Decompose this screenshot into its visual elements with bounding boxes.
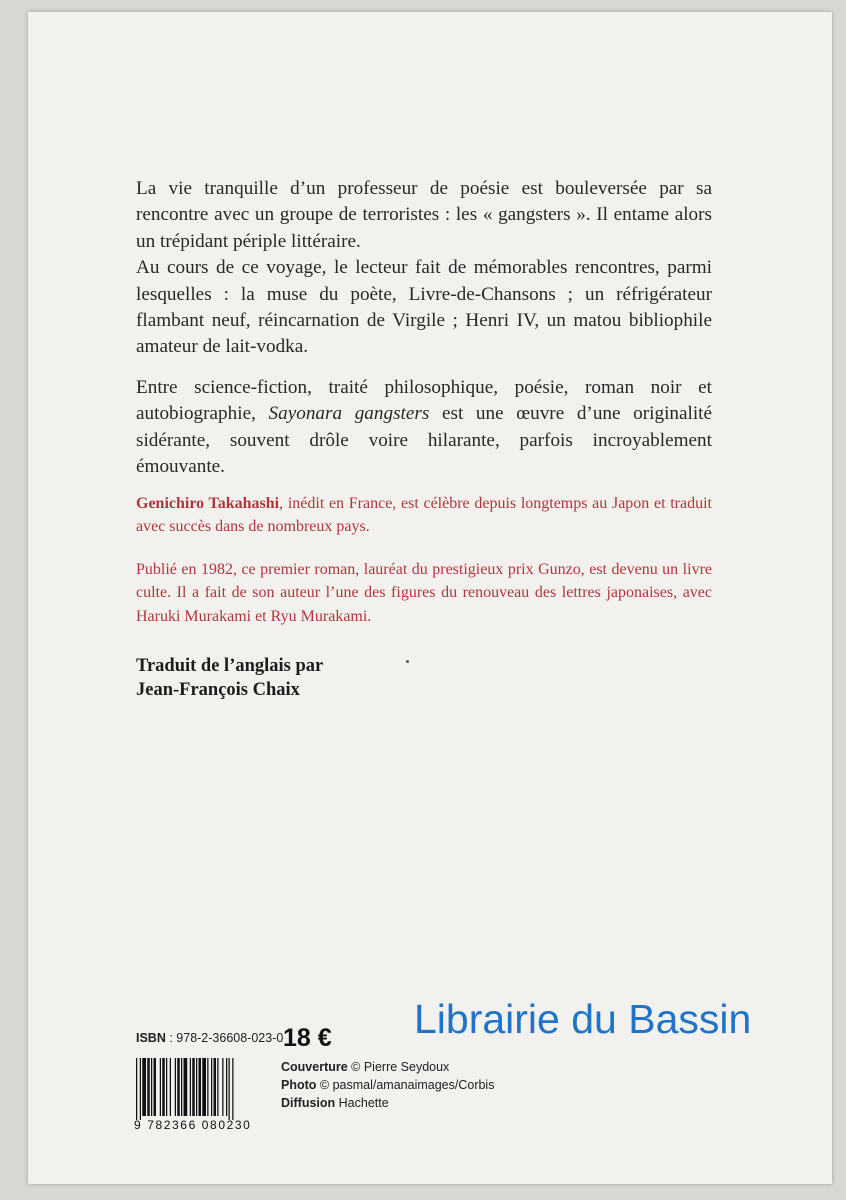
- credit-label: Couverture: [281, 1060, 348, 1074]
- barcode-bar: [211, 1058, 212, 1116]
- isbn-value: : 978-2-36608-023-0: [165, 1031, 284, 1045]
- barcode-bar: [229, 1058, 230, 1120]
- blurb-text: Entre science-fiction, traité philosophique, poésie, roman noir et autobiographie,: [136, 377, 712, 425]
- barcode-bar: [151, 1058, 152, 1116]
- barcode-bar: [222, 1058, 223, 1116]
- blurb: [136, 176, 712, 361]
- barcode-bar: [202, 1058, 206, 1116]
- cover-credit: [281, 1058, 494, 1076]
- award-note: [136, 558, 712, 628]
- blurb-paragraph-2: Au cours de ce voyage, le lecteur fait de mémorables rencontres, parmi lesquelles : la muse du poète, Livre-de-Chansons ; un réfrigérateur flambant neuf, réincarnation de Virgile ; Henri IV, un matou bibliophile amateur de lait-vodka.: [136, 257, 712, 358]
- translator-name: Jean-François Chaix: [136, 680, 300, 700]
- credit-value: Hachette: [335, 1096, 389, 1110]
- barcode-bar: [190, 1058, 191, 1116]
- barcode-bar: [192, 1058, 195, 1116]
- award-paragraph: Publié en 1982, ce premier roman, lauréat du prestigieux prix Gunzo, est devenu un livre culte. Il a fait de son auteur l’une des figures du renouveau des lettres japonaises, avec Haruki Murakami et Ryu Murakami.: [136, 561, 712, 625]
- barcode-bar: [166, 1058, 167, 1116]
- blurb-paragraph-3: [136, 375, 712, 481]
- credit-value: © pasmal/amanaimages/Corbis: [316, 1078, 495, 1092]
- barcode-bar: [170, 1058, 171, 1116]
- book-title: Sayonara gangsters: [268, 403, 430, 425]
- barcode-bar: [196, 1058, 197, 1116]
- blurb-summary: [136, 375, 712, 481]
- credit-label: Photo: [281, 1078, 317, 1092]
- barcode-bar: [154, 1058, 157, 1116]
- translator-line-1: Traduit de l’anglais par: [136, 656, 324, 676]
- barcode-bar: [142, 1058, 146, 1116]
- barcode-bar: [217, 1058, 218, 1116]
- blurb-paragraph-1: La vie tranquille d’un professeur de poésie est bouleversée par sa rencontre avec un groupe de terroristes : les « gangsters ». Il entame alors un trépidant périple littéraire.: [136, 178, 712, 252]
- distribution-credit: [281, 1094, 494, 1112]
- barcode-bar: [175, 1058, 176, 1116]
- barcode-bar: [232, 1058, 233, 1120]
- author-note: [136, 492, 712, 539]
- price: 18 €: [283, 1024, 332, 1052]
- barcode: [134, 1058, 276, 1120]
- credits: [281, 1058, 494, 1112]
- translator-credit: [136, 654, 712, 702]
- isbn-label: ISBN: [136, 1031, 166, 1045]
- barcode-bar: [160, 1058, 161, 1116]
- barcode-bar: [162, 1058, 165, 1116]
- barcode-bar: [181, 1058, 182, 1116]
- author-paragraph: [136, 492, 712, 539]
- blurb-text: est une œuvre d’une originalité sidérante, souvent drôle voire hilarante, parfois incroyablement émouvante.: [136, 403, 713, 478]
- isbn: [136, 1031, 283, 1045]
- barcode-bar: [177, 1058, 180, 1116]
- barcode-bar: [184, 1058, 188, 1116]
- credit-label: Diffusion: [281, 1096, 336, 1110]
- barcode-digits: 9 782366 080230: [134, 1118, 252, 1132]
- barcode-bar: [147, 1058, 150, 1116]
- barcode-bar: [136, 1058, 137, 1120]
- barcode-bar: [199, 1058, 202, 1116]
- barcode-bar: [226, 1058, 227, 1116]
- barcode-bar: [207, 1058, 208, 1116]
- barcode-bar: [140, 1058, 141, 1120]
- author-name: Genichiro Takahashi: [136, 495, 280, 512]
- author-text: , inédit en France, est célèbre depuis longtemps au Japon et traduit avec succès dans de nombreux pays.: [136, 495, 713, 536]
- barcode-bar: [214, 1058, 217, 1116]
- photo-credit: [281, 1076, 494, 1094]
- bookshop-watermark: Librairie du Bassin: [414, 996, 752, 1042]
- credit-value: © Pierre Seydoux: [347, 1060, 450, 1074]
